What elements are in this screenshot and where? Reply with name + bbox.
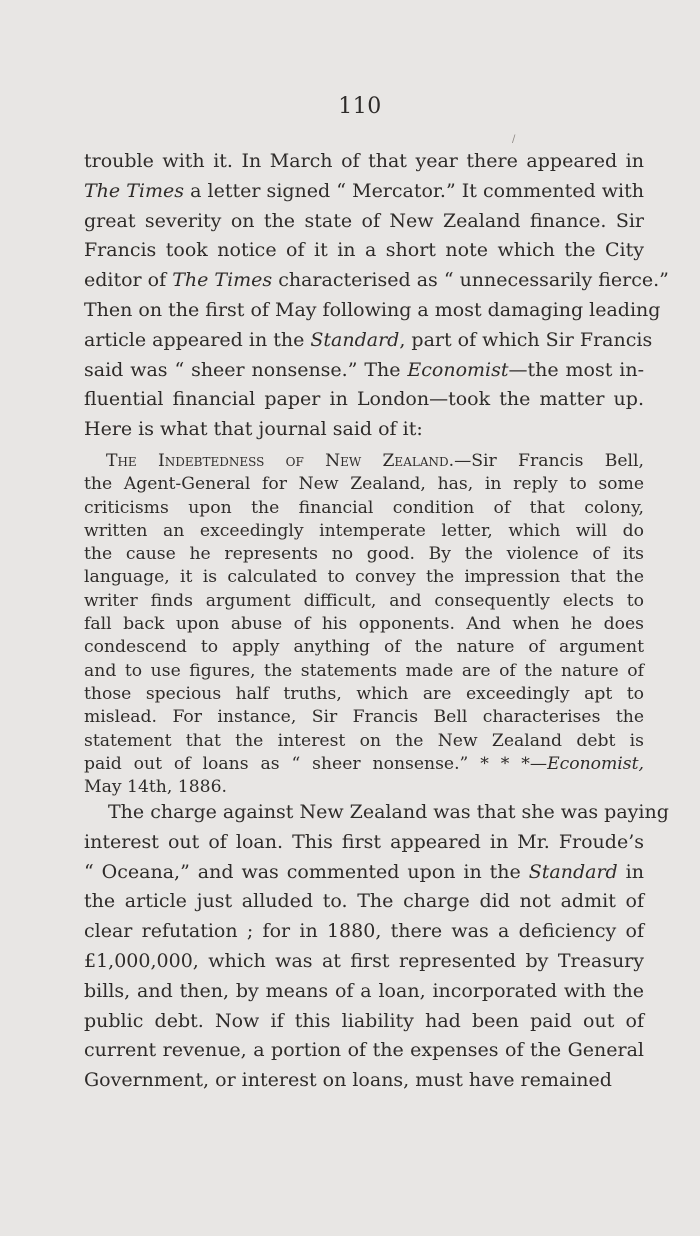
italic-title: The Times: [84, 179, 185, 202]
text-segment: in: [617, 860, 644, 883]
text-segment: , part of which Sir Francis: [399, 328, 653, 351]
italic-title: Standard: [310, 328, 400, 351]
text-line: [84, 266, 669, 296]
text-segment: said was “ sheer nonsense.” The: [84, 358, 408, 381]
quote-heading: The Indebtedness of New Zealand.: [106, 451, 455, 471]
block-quote: [84, 450, 644, 799]
text-line: The charge against New Zealand was that she was paying: [108, 801, 669, 823]
text-line: the Agent-General for New Zealand, has, in reply to some: [84, 474, 644, 495]
text-line: statement that the interest on the New Zealand debt is: [84, 730, 644, 751]
text-line: clear refutation ; for in 1880, there was a deficiency of: [84, 920, 644, 943]
text-line: [84, 858, 644, 888]
text-line: [84, 356, 644, 386]
text-line: and to use figures, the statements made are of the nature of: [84, 660, 644, 681]
text-segment: “ Oceana,” and was commented upon in the: [84, 860, 529, 883]
text-segment: paid out of loans as “ sheer nonsense.” * * *—: [84, 753, 548, 774]
paragraph-intro: [84, 147, 669, 445]
text-line: language, it is calculated to convey the impression that the: [84, 567, 644, 588]
text-segment: —Sir Francis Bell,: [454, 451, 645, 471]
text-line: those specious half truths, which are exceedingly apt to: [84, 683, 644, 704]
text-line: criticisms upon the financial condition of that colony,: [84, 497, 644, 518]
quote-source: Economist,: [547, 753, 644, 774]
text-line: great severity on the state of New Zealand finance. Sir: [84, 209, 644, 232]
text-line: condescend to apply anything of the nature of argument: [84, 637, 644, 658]
italic-title: The Times: [172, 269, 273, 292]
text-line: Here is what that journal said of it:: [84, 418, 423, 441]
text-line: [84, 177, 644, 207]
text-line: fall back upon abuse of his opponents. And when he does: [84, 614, 644, 635]
paragraph-charge: [84, 798, 669, 1096]
text-line: trouble with it. In March of that year there appeared in: [84, 150, 644, 172]
text-line: mislead. For instance, Sir Francis Bell characterises the: [84, 707, 644, 728]
text-line: Then on the first of May following a most damaging leading: [84, 298, 661, 321]
text-line: written an exceedingly intemperate letter, which will do: [84, 520, 644, 541]
text-line: interest out of loan. This first appeared in Mr. Froude’s: [84, 830, 644, 853]
text-segment: characterised as “ unnecessarily fierce.”: [272, 269, 669, 292]
italic-title: Economist: [407, 358, 509, 381]
text-segment: editor of: [84, 269, 173, 292]
text-line: writer finds argument difficult, and consequently elects to: [84, 590, 644, 611]
text-line: the article just alluded to. The charge did not admit of: [84, 890, 644, 913]
italic-title: Standard: [528, 860, 618, 883]
text-line: the cause he represents no good. By the violence of its: [84, 544, 644, 565]
text-segment: article appeared in the: [84, 328, 311, 351]
text-line: [84, 450, 644, 473]
text-line: public debt. Now if this liability had been paid out of: [84, 1009, 644, 1032]
text-line: May 14th, 1886.: [84, 777, 227, 798]
text-line: [84, 753, 644, 776]
page-number: 110: [338, 94, 382, 119]
stray-pencil-mark: /: [512, 134, 516, 145]
text-line: bills, and then, by means of a loan, incorporated with the: [84, 979, 644, 1002]
text-line: £1,000,000, which was at first represented by Treasury: [84, 949, 644, 972]
text-line: current revenue, a portion of the expenses of the General: [84, 1039, 644, 1062]
text-line: Francis took notice of it in a short note which the City: [84, 239, 644, 262]
text-line: Government, or interest on loans, must have remained: [84, 1069, 612, 1092]
text-line: fluential financial paper in London—took the matter up.: [84, 388, 644, 411]
text-segment: a letter signed “ Mercator.” It commented with: [184, 179, 644, 202]
text-segment: —the most in-: [508, 358, 644, 381]
text-line: [84, 326, 653, 356]
